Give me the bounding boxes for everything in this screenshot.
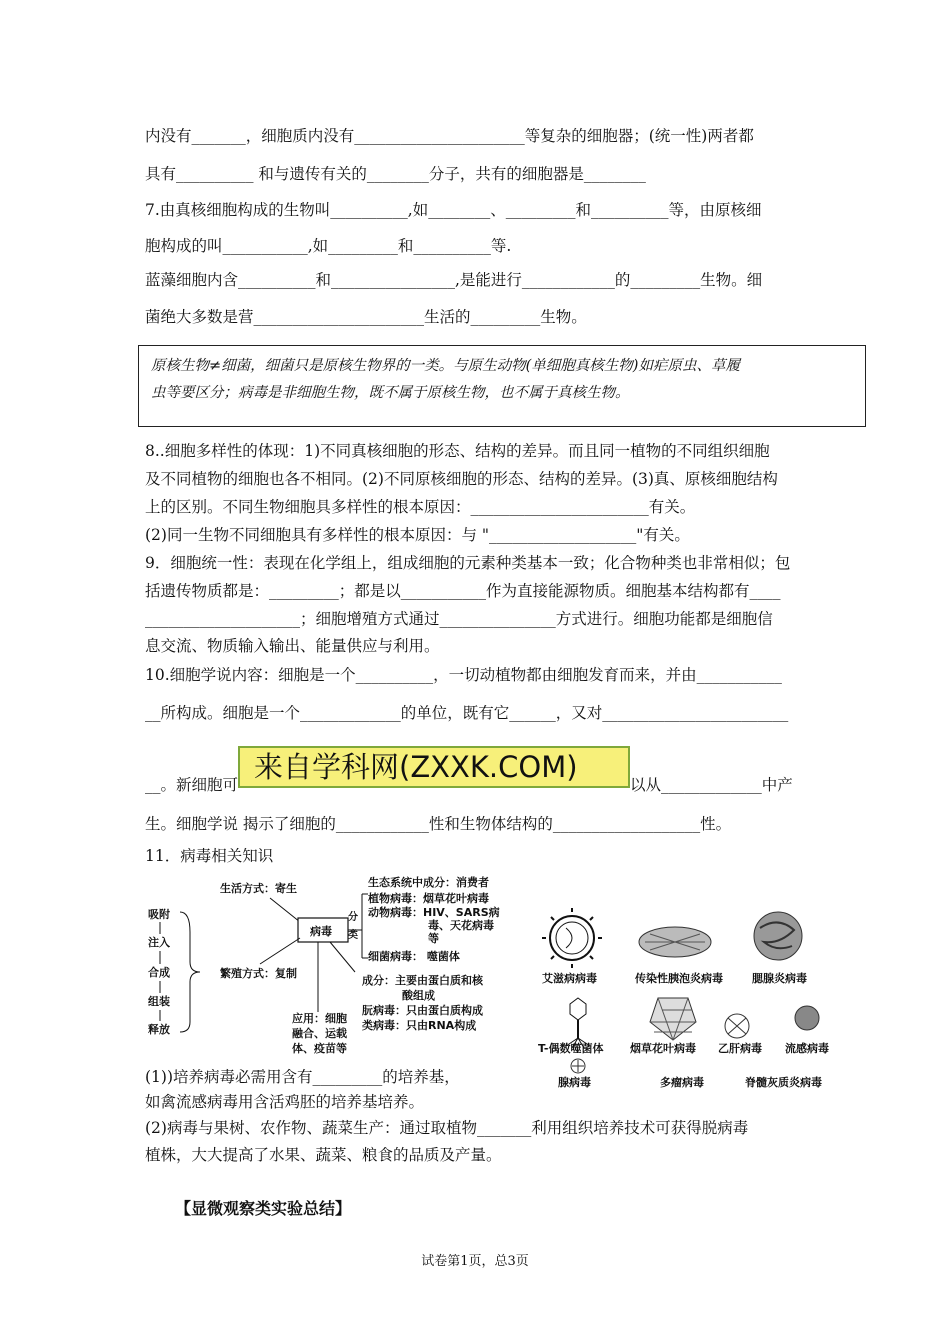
- text-line: __。新细胞可: [145, 776, 239, 794]
- virus-concept-map: [148, 875, 500, 1055]
- text-line: (2)病毒与果树、农作物、蔬菜生产：通过取植物_______利用组织培养技术可获得脱病毒: [145, 1119, 749, 1137]
- text-line: 括遗传物质都是：_________；都是以___________作为直接能源物质。细胞基本结构都有____: [145, 582, 781, 600]
- text-line: 蓝藻细胞内含__________和________________,是能进行____________的_________生物。细: [145, 271, 763, 289]
- text-line: ____________________；细胞增殖方式通过_______________方式进行。细胞功能都是细胞信: [145, 610, 773, 628]
- text-line: 胞构成的叫___________,如_________和__________等.: [145, 237, 512, 255]
- virus-label: 传染性胰泡炎病毒: [635, 972, 723, 985]
- eco-role-label: 生态系统中成分：消费者: [368, 876, 489, 889]
- animal-virus-label-3: 等: [428, 932, 439, 945]
- tmv-virus-icon: [650, 998, 696, 1040]
- composition-label: 成分：主要由蛋白质和核: [362, 974, 483, 987]
- text-line: 9．细胞统一性：表现在化学组上，组成细胞的元素种类基本一致；化合物种类也非常相似；包: [145, 554, 791, 572]
- text-line: 如禽流感病毒用含活鸡胚的培养基培养。: [145, 1093, 425, 1111]
- step-label: 释放: [148, 1023, 170, 1036]
- reproduction-label: 繁殖方式：复制: [220, 967, 297, 980]
- application-label-2: 融合、运载: [292, 1027, 347, 1040]
- text-line: (2)同一生物不同细胞具有多样性的根本原因：与 "___________________"有关。: [145, 526, 690, 544]
- note-line: 原核生物≠细菌，细菌只是原核生物界的一类。与原生动物(单细胞真核生物)如疟原虫、草履: [151, 358, 740, 374]
- text-line: 11．病毒相关知识: [145, 847, 274, 865]
- step-label: 吸附: [148, 908, 170, 921]
- page-footer: 试卷第1页，总3页: [421, 1254, 529, 1269]
- life-mode-label: 生活方式：寄生: [220, 882, 297, 895]
- virus-label: T-偶数噬菌体: [538, 1042, 604, 1055]
- virus-label: 脊髓灰质炎病毒: [745, 1076, 822, 1089]
- application-label-3: 体、疫苗等: [292, 1042, 347, 1055]
- text-line: 息交流、物质输入输出、能量供应与利用。: [145, 637, 440, 655]
- watermark-banner: 来自学科网(ZXXK.COM): [238, 746, 630, 788]
- text-line: 8..细胞多样性的体现：1)不同真核细胞的形态、结构的差异。而且同一植物的不同组织细胞: [145, 442, 770, 460]
- prion-label: 朊病毒：只由蛋白质构成: [362, 1004, 483, 1017]
- text-line: 具有__________ 和与遗传有关的________分子，共有的细胞器是________: [145, 165, 646, 183]
- step-label: 组装: [148, 995, 170, 1008]
- virus-label: 多瘤病毒: [660, 1076, 704, 1089]
- flu-virus-icon: [795, 1006, 819, 1030]
- composition-label-2: 酸组成: [402, 989, 435, 1002]
- note-line: 虫等要区分；病毒是非细胞生物，既不属于原核生物，也不属于真核生物。: [151, 385, 630, 401]
- bacteria-virus-label: 细菌病毒： 噬菌体: [368, 950, 460, 963]
- note-box: [138, 345, 866, 427]
- plant-virus-label: 植物病毒：烟草花叶病毒: [368, 892, 489, 905]
- text-line: 及不同植物的细胞也各不相同。(2)不同原核细胞的形态、结构的差异。(3)真、原核细胞结构: [145, 470, 778, 488]
- text-line: 生。细胞学说 揭示了细胞的____________性和生物体结构的___________________性。: [145, 815, 732, 833]
- text-line: 菌绝大多数是营______________________生活的_________生物。: [145, 308, 587, 326]
- application-label: 应用：细胞: [292, 1012, 347, 1025]
- classify-label: 分: [348, 912, 358, 923]
- section-title: 【显微观察类实验总结】: [175, 1199, 352, 1218]
- virus-label: 烟草花叶病毒: [630, 1042, 696, 1055]
- virus-label: 腮腺炎病毒: [752, 972, 807, 985]
- text-line: 植株，大大提高了水果、蔬菜、粮食的品质及产量。: [145, 1146, 502, 1164]
- virus-label: 艾滋病病毒: [542, 972, 597, 985]
- virus-label: 流感病毒: [785, 1042, 829, 1055]
- virus-label: 乙肝病毒: [718, 1042, 762, 1055]
- text-line: 7.由真核细胞构成的生物叫__________,如________、_________和__________等，由原核细: [145, 201, 762, 219]
- text-line: (1))培养病毒必需用含有_________的培养基，: [145, 1068, 460, 1086]
- viroid-label: 类病毒：只由RNA构成: [362, 1019, 477, 1032]
- text-line: 内没有_______，细胞质内没有______________________等复杂的细胞器；(统一性)两者都: [145, 127, 754, 145]
- animal-virus-label: 动物病毒：HIV、SARS病: [368, 906, 500, 919]
- text-line: 10.细胞学说内容：细胞是一个__________，一切动植物都由细胞发育而来，并由___________: [145, 666, 782, 684]
- virus-center-label: 病毒: [310, 925, 332, 938]
- virus-diagram: [140, 872, 840, 1094]
- text-line: 上的区别。不同生物细胞具多样性的根本原因：_______________________有关。: [145, 498, 696, 516]
- animal-virus-label-2: 毒、天花病毒: [428, 919, 494, 932]
- mumps-virus-icon: [754, 912, 802, 960]
- text-line: __所构成。细胞是一个_____________的单位，既有它______，又对________________________: [145, 704, 789, 722]
- virus-label: 腺病毒: [558, 1076, 591, 1089]
- phage-icon: [570, 998, 586, 1020]
- virus-illustrations: [538, 908, 829, 1089]
- step-label: 注入: [148, 936, 170, 949]
- svg-text:类: 类: [348, 930, 358, 941]
- text-line: 以从_____________中产: [630, 776, 793, 794]
- step-label: 合成: [148, 966, 170, 979]
